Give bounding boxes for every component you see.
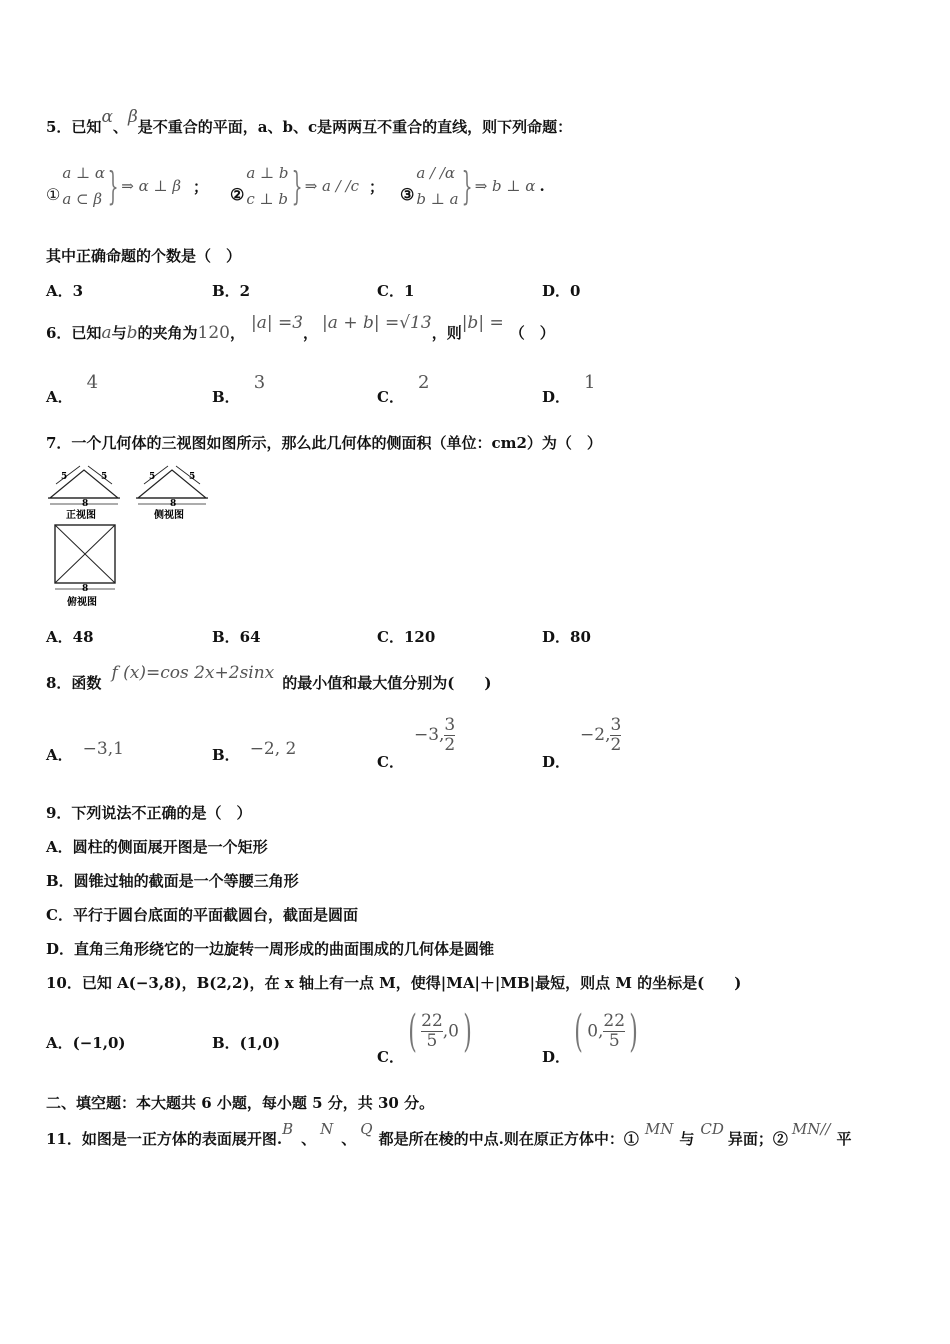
q6-option-c[interactable]: C．2: [377, 372, 430, 406]
q7-stem: 7．一个几何体的三视图如图所示，那么此几何体的侧面积（单位：cm2）为（ ）: [46, 434, 602, 452]
q7-option-d[interactable]: D．80: [542, 628, 591, 646]
q6-stem: 6．已知a与b的夹角为120， |a| =3， |a + b| =√13，则|b| = （ ）: [46, 313, 555, 343]
q10-stem: 10．已知 A(−3,8)，B(2,2)，在 x 轴上有一点 M，使得|MA|＋|MB|最短，则点 M 的坐标是( ): [46, 974, 742, 992]
q7-side-label: 侧视图: [154, 510, 184, 521]
q7-side-dim-right: 5: [189, 472, 196, 482]
q5-option-b[interactable]: B．2: [212, 282, 251, 300]
q7-side-dim-base: 8: [170, 499, 177, 509]
q7-option-a[interactable]: A．48: [46, 628, 94, 646]
q7-front-view: [44, 464, 124, 522]
q6-option-d[interactable]: D．1: [542, 372, 596, 406]
q8-stem: 8．函数 f (x)=cos 2x+2sinx 的最小值和最大值分别为( ): [46, 663, 492, 692]
q5-ask: 其中正确命题的个数是（ ）: [46, 247, 242, 265]
q7-side-dim-left: 5: [149, 472, 156, 482]
q7-front-dim-left: 5: [61, 472, 68, 482]
q10-option-a[interactable]: A．(−1,0): [46, 1034, 126, 1052]
q5-stem: 5．已知α、β是不重合的平面，a、b、c是两两互不重合的直线，则下列命题：: [46, 107, 573, 136]
q10-option-d[interactable]: D．( 0, $\frac{22}{5}$ ): [542, 1006, 638, 1066]
q7-front-dim-right: 5: [101, 472, 108, 482]
q7-front-label: 正视图: [66, 510, 96, 521]
q8-option-b[interactable]: B． −2, 2: [212, 739, 297, 764]
q10-option-c[interactable]: C．( $\frac{22}{5}$ ,0): [377, 1006, 472, 1066]
q7-option-b[interactable]: B．64: [212, 628, 261, 646]
q7-top-label: 俯视图: [67, 597, 97, 608]
q6-option-b[interactable]: B．3: [212, 372, 266, 406]
q8-option-d[interactable]: D．−2, $\frac{3}{2}$: [542, 715, 622, 772]
q5-option-c[interactable]: C．1: [377, 282, 415, 300]
q5-option-a[interactable]: A．3: [46, 282, 84, 300]
q5-proposition-3: ③ a / /α b ⊥ a } ⇒ b ⊥ α .: [400, 164, 545, 208]
q9-option-a[interactable]: A．圆柱的侧面展开图是一个矩形: [46, 838, 268, 856]
q10-option-b[interactable]: B．(1,0): [212, 1034, 280, 1052]
q9-option-c[interactable]: C．平行于圆台底面的平面截圆台，截面是圆面: [46, 906, 358, 924]
q7-top-dim-base: 8: [82, 584, 89, 594]
section-2-heading: 二、填空题：本大题共 6 小题，每小题 5 分，共 30 分。: [46, 1094, 435, 1112]
q9-option-d[interactable]: D．直角三角形绕它的一边旋转一周形成的曲面围成的几何体是圆锥: [46, 940, 495, 958]
q7-option-c[interactable]: C．120: [377, 628, 436, 646]
q9-stem: 9．下列说法不正确的是（ ）: [46, 804, 252, 822]
q8-option-c[interactable]: C．−3, $\frac{3}{2}$: [377, 715, 456, 772]
q5-proposition-2: ② a ⊥ b c ⊥ b } ⇒ a / /c ；: [230, 164, 385, 208]
q5-option-d[interactable]: D．0: [542, 282, 581, 300]
q11-stem: 11．如图是一正方体的表面展开图.B、N、Q都是所在棱的中点.则在原正方体中：①MN与CD异面；②MN//平: [46, 1120, 852, 1148]
q9-option-b[interactable]: B．圆锥过轴的截面是一个等腰三角形: [46, 872, 299, 890]
q7-top-view: [50, 522, 120, 612]
q5-proposition-1: ① a ⊥ α a ⊂ β } ⇒ α ⊥ β ；: [46, 164, 209, 208]
q6-option-a[interactable]: A．4: [46, 372, 99, 406]
q7-front-dim-base: 8: [82, 499, 89, 509]
q7-side-view: [132, 464, 214, 522]
q8-option-a[interactable]: A． −3,1: [46, 739, 124, 764]
